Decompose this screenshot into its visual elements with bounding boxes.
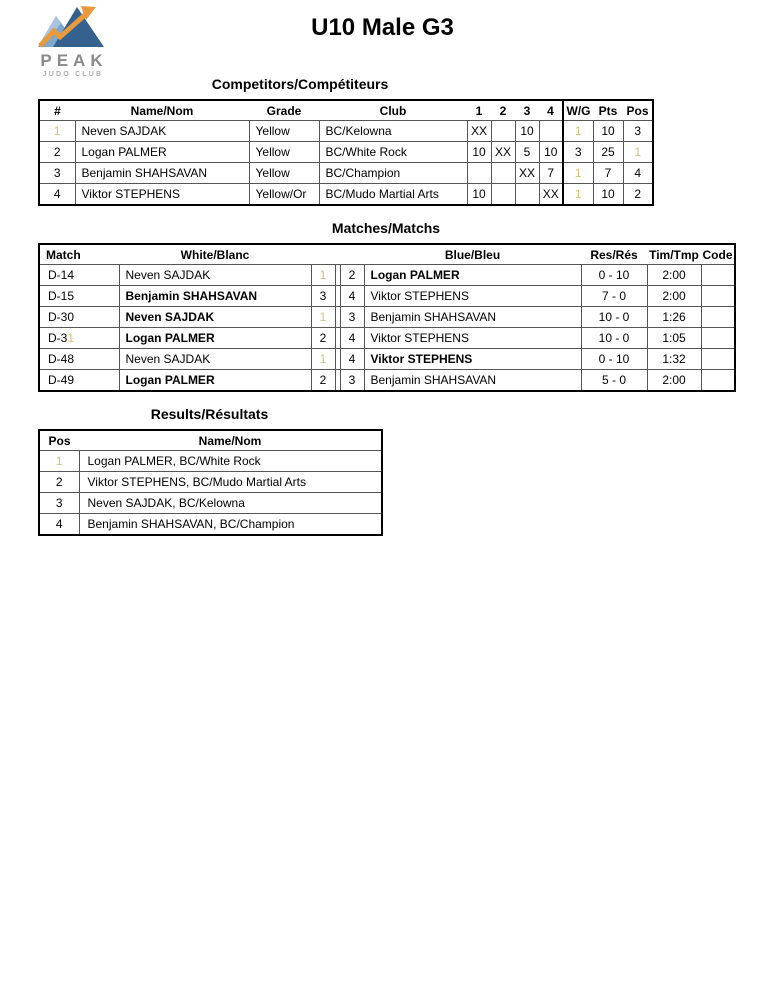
competitor-number-cell bbox=[39, 142, 75, 163]
time-cell: 1:05 bbox=[647, 328, 701, 349]
competitors-section-title: Competitors/Compétiteurs bbox=[211, 76, 389, 92]
code-cell bbox=[701, 349, 735, 370]
result-name-cell: Benjamin SHAHSAVAN, BC/Champion bbox=[79, 514, 382, 536]
result-cell: 7 - 0 bbox=[581, 286, 647, 307]
result-name-cell: Viktor STEPHENS, BC/Mudo Martial Arts bbox=[79, 472, 382, 493]
position-cell bbox=[623, 184, 653, 206]
wins-cell bbox=[563, 142, 593, 163]
match-row bbox=[39, 307, 735, 328]
competitor-number-cell bbox=[39, 121, 75, 142]
white-number-cell bbox=[311, 265, 335, 286]
blue-number: 4 bbox=[348, 352, 356, 366]
logo-subtitle: JUDO CLUB bbox=[42, 71, 104, 78]
col-header-blue: Blue/Bleu bbox=[364, 244, 581, 265]
match-row bbox=[39, 328, 735, 349]
competitor-grade-cell: Yellow/Or bbox=[249, 184, 319, 206]
score-vs-2-cell bbox=[491, 121, 515, 142]
match-row bbox=[39, 286, 735, 307]
blue-name-cell bbox=[364, 265, 581, 286]
white-name: Neven SAJDAK bbox=[125, 310, 215, 324]
competitor-name-cell: Neven SAJDAK bbox=[75, 121, 249, 142]
blue-name: Viktor STEPHENS bbox=[370, 352, 473, 366]
white-name: Neven SAJDAK bbox=[125, 268, 211, 282]
col-header-code: Code bbox=[701, 244, 735, 265]
white-name: Logan PALMER bbox=[125, 331, 215, 345]
blue-name-cell bbox=[364, 328, 581, 349]
score-vs-2-cell bbox=[491, 184, 515, 206]
result-cell: 5 - 0 bbox=[581, 370, 647, 392]
code-cell bbox=[701, 307, 735, 328]
white-number-cell bbox=[311, 328, 335, 349]
position-value: 1 bbox=[634, 145, 642, 159]
wins-value: 1 bbox=[574, 187, 582, 201]
points-cell: 10 bbox=[593, 121, 623, 142]
time-cell: 2:00 bbox=[647, 265, 701, 286]
white-number-cell bbox=[311, 307, 335, 328]
result-pos: 2 bbox=[55, 475, 63, 489]
wins-cell bbox=[563, 163, 593, 184]
blue-name-cell bbox=[364, 286, 581, 307]
blue-number-cell bbox=[340, 370, 364, 392]
blue-number: 3 bbox=[348, 373, 356, 387]
blue-number: 4 bbox=[348, 289, 356, 303]
competitors-header-row bbox=[39, 100, 653, 121]
wins-value: 1 bbox=[574, 124, 582, 138]
result-pos: 3 bbox=[55, 496, 63, 510]
result-cell: 10 - 0 bbox=[581, 328, 647, 349]
competitors-table bbox=[38, 99, 654, 206]
white-number-cell bbox=[311, 286, 335, 307]
competitor-grade-cell: Yellow bbox=[249, 142, 319, 163]
match-id-cell bbox=[39, 349, 119, 370]
matches-table bbox=[38, 243, 736, 392]
blue-number: 3 bbox=[348, 310, 356, 324]
competitor-number: 1 bbox=[53, 124, 61, 138]
results-header-row bbox=[39, 430, 382, 451]
white-name-cell bbox=[119, 286, 311, 307]
wins-cell bbox=[563, 121, 593, 142]
match-id-cell bbox=[39, 286, 119, 307]
blue-number-cell bbox=[340, 328, 364, 349]
white-name-cell bbox=[119, 328, 311, 349]
white-name: Neven SAJDAK bbox=[125, 352, 211, 366]
sheet-header bbox=[0, 0, 765, 78]
score-vs-1-cell: 10 bbox=[467, 184, 491, 206]
points-cell: 7 bbox=[593, 163, 623, 184]
col-header-name: Name/Nom bbox=[75, 100, 249, 121]
result-pos-cell bbox=[39, 493, 79, 514]
match-row bbox=[39, 349, 735, 370]
white-name-cell bbox=[119, 307, 311, 328]
match-id: D-14 bbox=[48, 268, 75, 282]
match-id-suffix: 1 bbox=[67, 331, 75, 345]
wins-value: 1 bbox=[574, 166, 582, 180]
score-vs-4-cell: 7 bbox=[539, 163, 563, 184]
competitor-name-cell: Viktor STEPHENS bbox=[75, 184, 249, 206]
white-number-cell bbox=[311, 370, 335, 392]
match-id: D-30 bbox=[48, 310, 75, 324]
blue-name-cell bbox=[364, 307, 581, 328]
white-number: 3 bbox=[319, 289, 327, 303]
col-header-4: 4 bbox=[539, 100, 563, 121]
wins-value: 3 bbox=[574, 145, 582, 159]
competitor-number: 3 bbox=[53, 166, 61, 180]
result-row bbox=[39, 514, 382, 536]
match-id: D-49 bbox=[48, 373, 75, 387]
competitor-club-cell: BC/Kelowna bbox=[319, 121, 467, 142]
match-id-cell bbox=[39, 328, 119, 349]
score-vs-3-cell: 10 bbox=[515, 121, 539, 142]
result-row bbox=[39, 451, 382, 472]
time-cell: 2:00 bbox=[647, 370, 701, 392]
score-vs-3-cell bbox=[515, 184, 539, 206]
white-name-cell bbox=[119, 349, 311, 370]
score-vs-3-cell: 5 bbox=[515, 142, 539, 163]
result-row bbox=[39, 472, 382, 493]
blue-name-cell bbox=[364, 349, 581, 370]
position-cell bbox=[623, 121, 653, 142]
results-section-title: Results/Résultats bbox=[150, 406, 269, 422]
competitor-number: 2 bbox=[53, 145, 61, 159]
blue-number: 4 bbox=[348, 331, 356, 345]
result-cell: 0 - 10 bbox=[581, 265, 647, 286]
white-name-cell bbox=[119, 370, 311, 392]
col-header-pos: Pos bbox=[623, 100, 653, 121]
col-header-1: 1 bbox=[467, 100, 491, 121]
col-header-3: 3 bbox=[515, 100, 539, 121]
blue-name: Viktor STEPHENS bbox=[370, 289, 469, 303]
result-cell: 10 - 0 bbox=[581, 307, 647, 328]
match-id-cell bbox=[39, 265, 119, 286]
competitor-number-cell bbox=[39, 184, 75, 206]
match-row bbox=[39, 370, 735, 392]
col-header-club: Club bbox=[319, 100, 467, 121]
score-vs-1-cell bbox=[467, 163, 491, 184]
blue-number-cell bbox=[340, 286, 364, 307]
score-vs-4-cell bbox=[539, 121, 563, 142]
competitor-club-cell: BC/White Rock bbox=[319, 142, 467, 163]
header-spacer bbox=[340, 244, 364, 265]
result-row bbox=[39, 493, 382, 514]
white-number: 2 bbox=[319, 373, 327, 387]
competitor-row bbox=[39, 184, 653, 206]
match-id-cell bbox=[39, 307, 119, 328]
result-name-cell: Neven SAJDAK, BC/Kelowna bbox=[79, 493, 382, 514]
time-cell: 1:26 bbox=[647, 307, 701, 328]
wins-cell bbox=[563, 184, 593, 206]
col-header-grade: Grade bbox=[249, 100, 319, 121]
time-cell: 1:32 bbox=[647, 349, 701, 370]
competitor-club-cell: BC/Champion bbox=[319, 163, 467, 184]
position-value: 3 bbox=[634, 124, 642, 138]
points-cell: 25 bbox=[593, 142, 623, 163]
competitor-number-cell bbox=[39, 163, 75, 184]
results-table bbox=[38, 429, 383, 536]
white-name: Benjamin SHAHSAVAN bbox=[125, 289, 258, 303]
code-cell bbox=[701, 328, 735, 349]
blue-name: Benjamin SHAHSAVAN bbox=[370, 310, 497, 324]
result-pos: 1 bbox=[55, 454, 63, 468]
code-cell bbox=[701, 370, 735, 392]
match-id: D-15 bbox=[48, 289, 75, 303]
result-name-cell: Logan PALMER, BC/White Rock bbox=[79, 451, 382, 472]
competitor-row bbox=[39, 121, 653, 142]
blue-name-cell bbox=[364, 370, 581, 392]
code-cell bbox=[701, 265, 735, 286]
result-pos-cell bbox=[39, 451, 79, 472]
col-header-number: # bbox=[39, 100, 75, 121]
header-spacer bbox=[311, 244, 335, 265]
matches-header-row bbox=[39, 244, 735, 265]
white-number: 1 bbox=[319, 352, 327, 366]
competitor-name-cell: Benjamin SHAHSAVAN bbox=[75, 163, 249, 184]
position-value: 4 bbox=[634, 166, 642, 180]
position-cell bbox=[623, 163, 653, 184]
col-header-tim: Tim/Tmp bbox=[647, 244, 701, 265]
col-header-match: Match bbox=[39, 244, 119, 265]
col-header-white: White/Blanc bbox=[119, 244, 311, 265]
competitor-number: 4 bbox=[53, 187, 61, 201]
score-vs-1-cell: XX bbox=[467, 121, 491, 142]
col-header-pos: Pos bbox=[39, 430, 79, 451]
match-row bbox=[39, 265, 735, 286]
blue-name: Viktor STEPHENS bbox=[370, 331, 469, 345]
white-name: Logan PALMER bbox=[125, 373, 215, 387]
competitor-grade-cell: Yellow bbox=[249, 163, 319, 184]
score-vs-2-cell: XX bbox=[491, 142, 515, 163]
white-number: 1 bbox=[319, 310, 327, 324]
white-name-cell bbox=[119, 265, 311, 286]
match-id: D-48 bbox=[48, 352, 75, 366]
blue-name: Benjamin SHAHSAVAN bbox=[370, 373, 497, 387]
points-cell: 10 bbox=[593, 184, 623, 206]
blue-number-cell bbox=[340, 349, 364, 370]
time-cell: 2:00 bbox=[647, 286, 701, 307]
result-pos: 4 bbox=[55, 517, 63, 531]
competitor-row bbox=[39, 163, 653, 184]
match-id-cell bbox=[39, 370, 119, 392]
competitor-row bbox=[39, 142, 653, 163]
code-cell bbox=[701, 286, 735, 307]
result-pos-cell bbox=[39, 514, 79, 536]
position-value: 2 bbox=[634, 187, 642, 201]
blue-number-cell bbox=[340, 307, 364, 328]
competitor-name-cell: Logan PALMER bbox=[75, 142, 249, 163]
white-number-cell bbox=[311, 349, 335, 370]
competitor-club-cell: BC/Mudo Martial Arts bbox=[319, 184, 467, 206]
col-header-wg: W/G bbox=[563, 100, 593, 121]
col-header-res: Res/Rés bbox=[581, 244, 647, 265]
score-vs-4-cell: 10 bbox=[539, 142, 563, 163]
col-header-name: Name/Nom bbox=[79, 430, 382, 451]
blue-number-cell bbox=[340, 265, 364, 286]
match-id: D-3 bbox=[48, 331, 68, 345]
score-vs-1-cell: 10 bbox=[467, 142, 491, 163]
score-vs-2-cell bbox=[491, 163, 515, 184]
logo-name: PEAK bbox=[40, 51, 108, 70]
position-cell bbox=[623, 142, 653, 163]
competitor-grade-cell: Yellow bbox=[249, 121, 319, 142]
col-header-2: 2 bbox=[491, 100, 515, 121]
col-header-pts: Pts bbox=[593, 100, 623, 121]
matches-section-title: Matches/Matchs bbox=[331, 220, 441, 236]
white-number: 1 bbox=[319, 268, 327, 282]
white-number: 2 bbox=[319, 331, 327, 345]
page-title: U10 Male G3 bbox=[311, 14, 454, 41]
score-vs-4-cell: XX bbox=[539, 184, 563, 206]
blue-number: 2 bbox=[348, 268, 356, 282]
result-cell: 0 - 10 bbox=[581, 349, 647, 370]
blue-name: Logan PALMER bbox=[370, 268, 460, 282]
result-pos-cell bbox=[39, 472, 79, 493]
score-vs-3-cell: XX bbox=[515, 163, 539, 184]
